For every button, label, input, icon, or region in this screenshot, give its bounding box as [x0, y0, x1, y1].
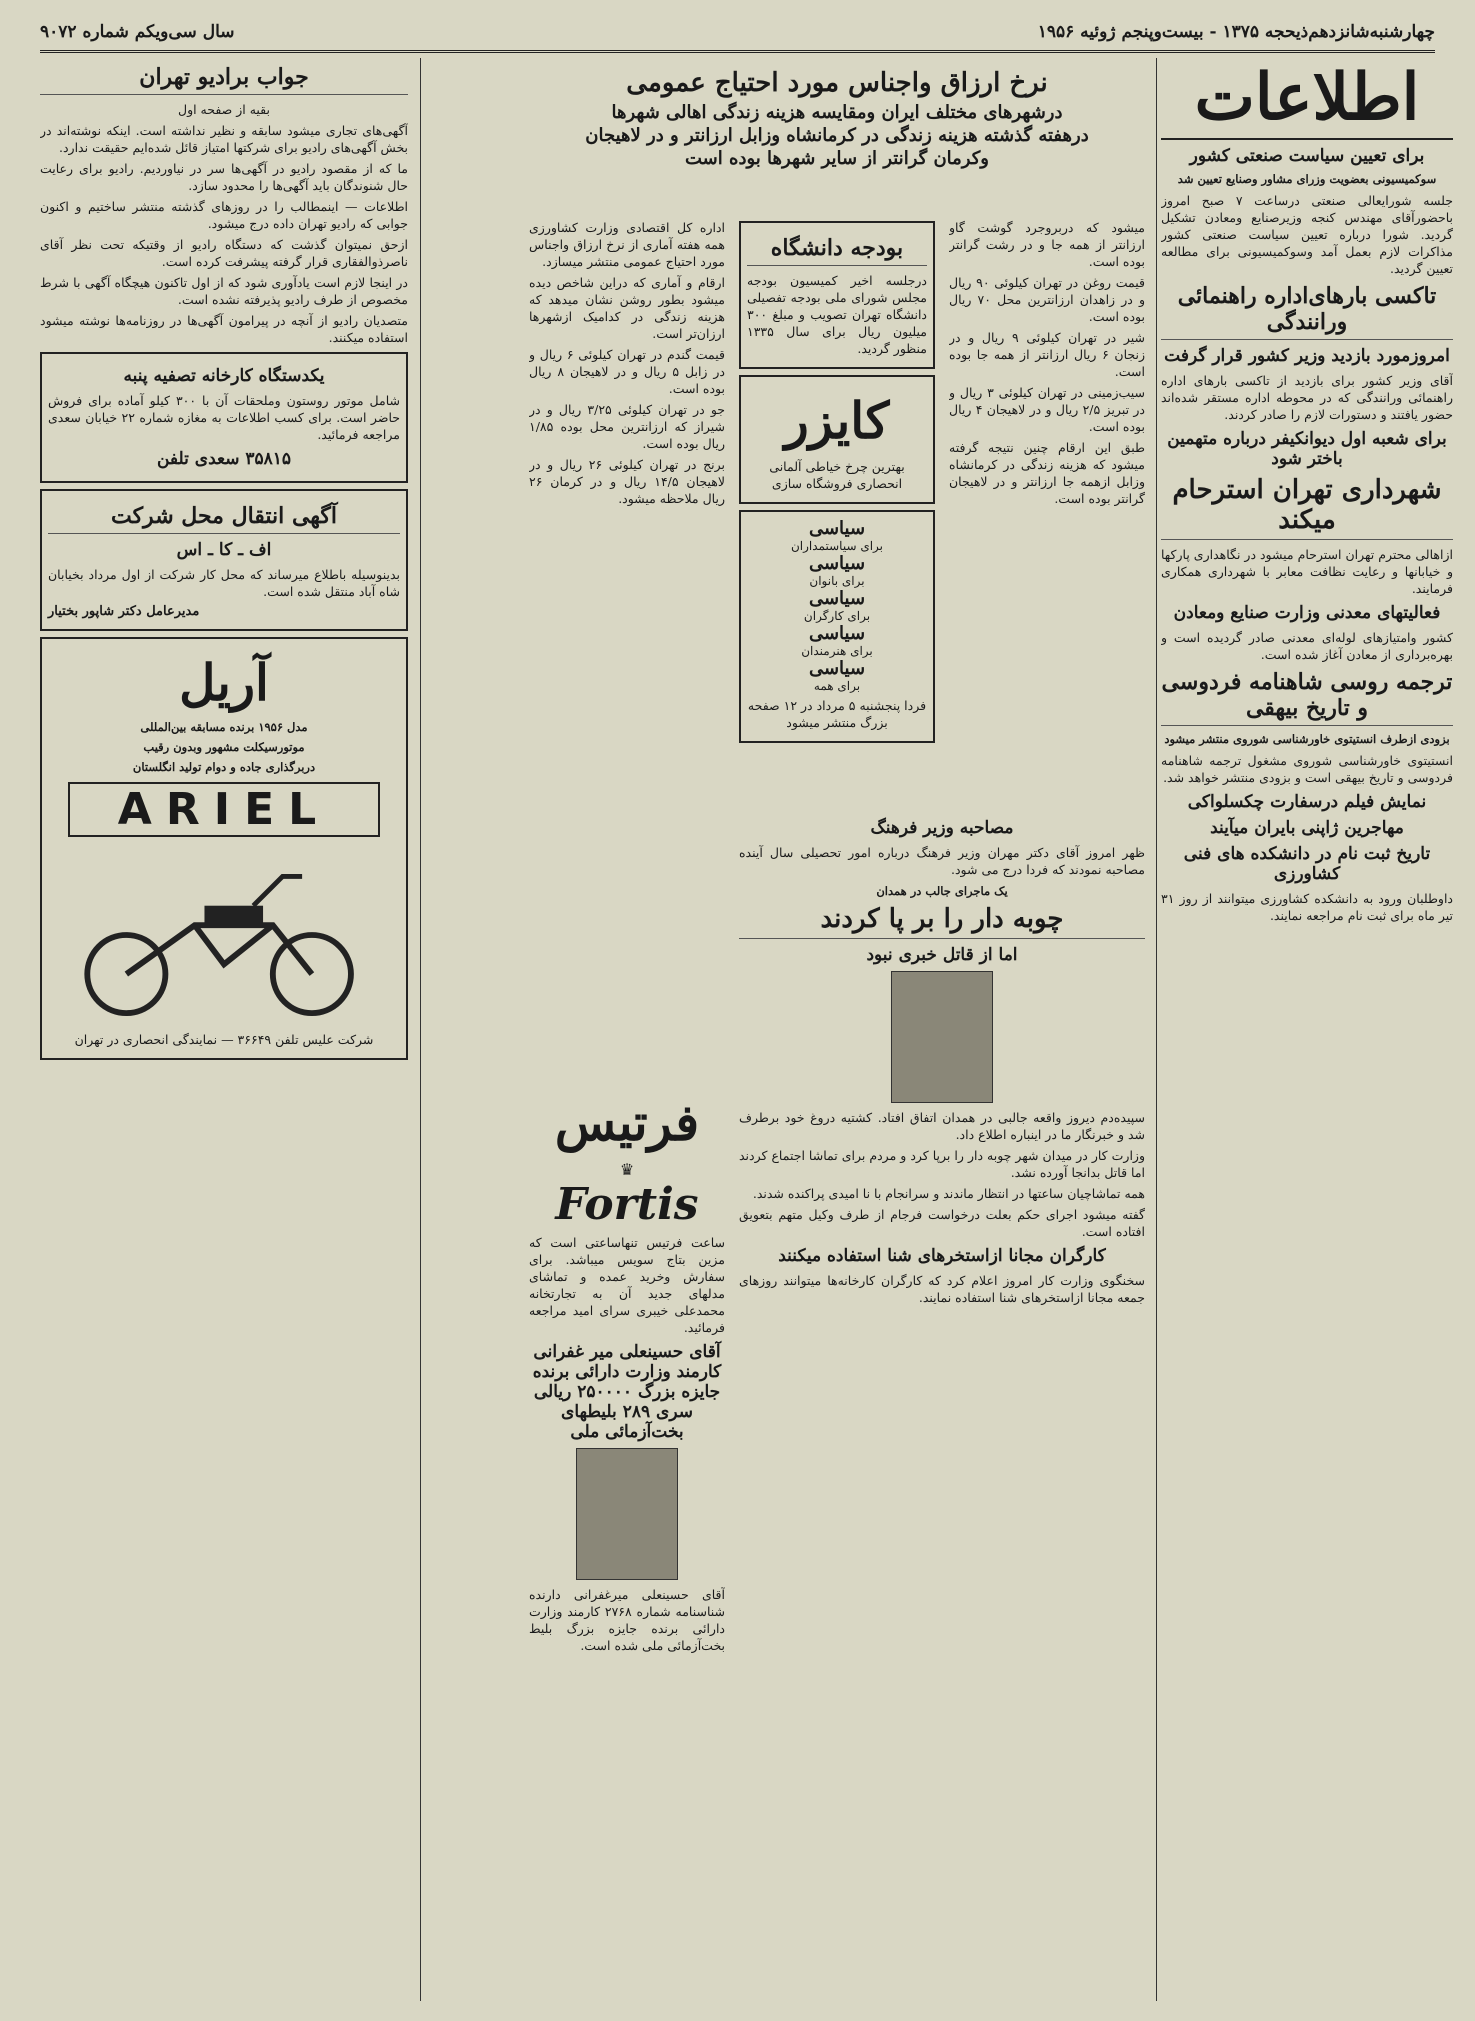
newspaper-logo: اطلاعات [1161, 58, 1453, 140]
kaizer-body: بهترین چرخ خیاطی آلمانی انحصاری فروشگاه سازی [769, 459, 905, 491]
prices-b-4: سیب‌زمینی در تهران کیلوئی ۳ ریال و در تبریز ۲/۵ ریال و در لاهیجان ۴ ریال بوده است. [949, 385, 1145, 434]
industry-body: جلسه شورایعالی صنعتی درساعت ۷ صبح امروز باحضورآقای مهندس کنجه وزیرصنایع ومعادن تشکیل گردید. شورا درباره تعیین سیاست صنعتی کشور مذاکرات لازم بعمل آمد وسوکمیسیونی برای مطالعه تعیین گردید. [1161, 193, 1453, 276]
relocation-body: بدینوسیله باطلاع میرساند که محل کار شرکت از اول مرداد بخیابان شاه آباد منتقل شده است. [48, 567, 400, 599]
prices-b-1: میشود که دربروجرد گوشت گاو ارزانتر از همه جا و در رشت گرانتر بوده است. [949, 220, 1145, 269]
ariel-footer: شرکت علیس تلفن ۳۶۶۴۹ — نمایندگی انحصاری در تهران [74, 1032, 374, 1047]
prices-title: نرخ ارزاق واجناس مورد احتیاج عمومی [626, 68, 1048, 98]
prices-body-1: اداره کل اقتصادی وزارت کشاورزی همه هفته آماری از نرخ ارزاق واجناس مورد احتیاج عمومی منتشر میسازد. [529, 220, 725, 269]
lottery-headline: آقای حسینعلی میر غفرانی کارمند وزارت دارائی برنده جایزه بزرگ ۲۵۰۰۰۰ ریالی سری ۲۸۹ بلیطهای بخت‌آزمائی ملی [532, 1342, 722, 1442]
budget-headline: بودجه دانشگاه [747, 235, 927, 266]
kaizer-title: کایزر [784, 391, 890, 450]
ferdowsi-subhead: بزودی ازطرف انستیتوی خاورشناسی شوروی منتشر میشود [1164, 732, 1450, 746]
agri-body: داوطلبان ورود به دانشکده کشاورزی میتوانند از روز ۳۱ تیر ماه برای ثبت نام مراجعه نمایند. [1161, 891, 1453, 923]
story-body-3: همه تماشاچیان ساعتها در انتظار ماندند و سرانجام با نا امیدی پراکنده شدند. [752, 1186, 1145, 1201]
siasi-line: برای همه [813, 679, 861, 693]
radio-body-4: ازحق نمیتوان گذشت که دستگاه رادیو از وقتیکه تحت نظر آقای ناصرذوالفقاری قرار گرفته پیشرفت کرده است. [40, 237, 408, 269]
column-budget [739, 215, 935, 805]
ariel-line2: دربرگذاری جاده و دوام تولید انگلستان [132, 760, 316, 774]
lottery-body: آقای حسینعلی میرغفرانی دارنده شناسنامه شماره ۲۷۶۸ کارمند وزارت دارائی برنده جایزه بزرگ بلیط بخت‌آزمائی ملی شده است. [529, 1587, 725, 1653]
prices-b-3: شیر در تهران کیلوئی ۹ ریال و در زنجان ۶ ریال ارزانتر از همه جا بوده است. [949, 330, 1145, 379]
siasi-line: سیاسی [808, 518, 866, 539]
relocation-headline: آگهی انتقال محل شرکت [48, 503, 400, 534]
motorcycle-icon [58, 845, 390, 1025]
story-kicker: یک ماجرای جالب در همدان [876, 884, 1008, 898]
prices-line4: وکرمان گرانتر از سایر شهرها بوده است [684, 148, 989, 169]
factory-phone: ۳۵۸۱۵ سعدی تلفن [156, 449, 292, 469]
industry-subhead: سوکمیسیونی بعضویت وزرای مشاور وصنایع تعیین شد [1177, 172, 1437, 186]
column-prices-b [949, 215, 1145, 805]
industry-headline: برای تعیین سیاست صنعتی کشور [1189, 146, 1425, 166]
story-body-2: وزارت کار در میدان شهر چوبه دار را برپا کرد و مردم برای تماشا اجتماع کردند اما قاتل بدانجا آورده نشد. [739, 1148, 1145, 1180]
crown-icon: ♛ [619, 1160, 635, 1179]
radio-body-2: ما که از مقصود رادیو در آگهی‌ها سر در نیاوردیم. رادیو برای رعایت حال شنوندگان باید آگهی‌ها را محدود سازد. [40, 161, 408, 193]
prices-b-2: قیمت روغن در تهران کیلوئی ۹۰ ریال و در زاهدان ارزانترین محل ۷۰ ریال بوده است. [949, 275, 1145, 324]
ariel-ad [40, 637, 408, 1060]
column-rule [1156, 58, 1157, 2001]
factory-headline: یکدستگاه کارخانه تصفیه پنبه [123, 366, 325, 386]
migrants-headline: مهاجرین ژاپنی بایران میآیند [1210, 818, 1404, 838]
story-photo [891, 971, 993, 1103]
agri-headline: تاریخ ثبت نام در دانشکده های فنی کشاورزی [1183, 844, 1431, 884]
lottery-photo [576, 1448, 678, 1580]
siasi-line: سیاسی [808, 658, 866, 679]
siasi-line: برای سیاستمداران [790, 539, 884, 553]
siasi-line: سیاسی [808, 623, 866, 644]
prices-line3: درهفته گذشته هزینه زندگی در کرمانشاه وزابل ارزانتر و در لاهیجان [585, 125, 1089, 146]
siasi-line: سیاسی [808, 553, 866, 574]
siasi-line: برای بانوان [809, 574, 865, 588]
kaizer-ad [739, 375, 935, 504]
siasi-line: برای کارگران [803, 609, 871, 623]
film-headline: نمایش فیلم درسفارت چکسلواکی [1187, 792, 1427, 812]
city-body: ازاهالی محترم تهران استرحام میشود در نگاهداری پارکها و خیابانها و رعایت نظافت معابر با شهرداری همکاری فرمایند. [1161, 547, 1453, 596]
masthead-strip [40, 14, 1435, 53]
prices-b-5: طبق این ارقام چنین نتیجه گرفته میشود که هزینه زندگی در کرمانشاه وزابل ازهمه جا ارزانتر و در لاهیجان گرانتر بوده است. [949, 440, 1145, 506]
radio-headline: جواب برادیو تهران [40, 64, 408, 95]
court-headline: برای شعبه اول دیوانکیفر درباره متهمین باختر شود [1167, 429, 1447, 469]
ariel-model: مدل ۱۹۵۶ برنده مسابقه بین‌المللی [140, 720, 308, 734]
mines-headline: فعالیتهای معدنی وزارت صنایع ومعادن [1173, 603, 1441, 623]
ariel-title: آریل [179, 653, 269, 712]
radio-body-1: آگهی‌های تجاری میشود سابقه و نظیر نداشته است. اینکه نوشته‌اند در بخش آگهی‌های رادیو برای شرکتها امتیاز قائل شده‌ایم حقیقت ندارد. [40, 123, 408, 155]
fortis-title: فرتیس [554, 1093, 700, 1152]
siasi-line: سیاسی [808, 588, 866, 609]
masthead-issue: سال سی‌ویکم شماره ۹۰۷۲ [40, 22, 235, 42]
motorcycle-illustration [58, 845, 390, 1025]
siasi-lines [747, 518, 927, 693]
siasi-ad [739, 510, 935, 743]
column-right [1161, 58, 1453, 2001]
radio-continued: بقیه از صفحه اول [177, 102, 270, 117]
prices-subtitle: درشهرهای مختلف ایران ومقایسه هزینه زندگی اهالی شهرها [611, 102, 1063, 123]
siasi-foot: فردا پنجشنبه ۵ مرداد در ۱۲ صفحه بزرگ منتشر میشود [747, 698, 927, 730]
column-ads [529, 1085, 725, 2001]
radio-body-3: اطلاعات — اینمطالب را در روزهای گذشته منتشر ساختیم و اکنون جوابی که رادیو تهران داده درج میشود. [40, 199, 408, 231]
factory-ad [40, 352, 408, 483]
siasi-line: برای هنرمندان [801, 644, 873, 658]
relocation-brand: اف ـ کا ـ اس [176, 540, 272, 560]
prices-banner [529, 64, 1145, 171]
interview-body: ظهر امروز آقای دکتر مهران وزیر فرهنگ درباره امور تحصیلی سال آینده مصاحبه نمودند که فردا درج می شود. [739, 845, 1145, 877]
interview-headline: مصاحبه وزیر فرهنگ [870, 818, 1014, 838]
fortis-body: ساعت فرتیس تنهاساعتی است که مزین بتاج سویس میباشد. برای سفارش وخرید عمده و تماشای مدلهای جدید آن به تجارتخانه محمدعلی خیبری سرای امید مراجعه فرمائید. [529, 1235, 725, 1335]
column-left [40, 58, 408, 2001]
prices-body-2: ارقام و آماری که دراین شاخص دیده میشود بطور روشن نشان میدهد که هزینه زندگی در کدامیک ازشهرها ارزان‌تر است. [529, 275, 725, 341]
taxi-body: آقای وزیر کشور برای بازدید از تاکسی بارهای اداره راهنمائی ورانندگی که در محوطه اداره مستقر شده‌اند حضور یافتند و دستورات لازم را صادر کردند. [1161, 373, 1453, 422]
ariel-line: موتورسیکلت مشهور وبدون رقیب [143, 740, 305, 754]
ferdowsi-body: انستیتوی خاورشناسی شوروی مشغول ترجمه شاهنامه فردوسی و تاریخ بیهقی است و بزودی منتشر خواهد شد. [1161, 753, 1453, 785]
masthead-date: چهارشنبه‌شانزدهم‌ذیحجه ۱۳۷۵ - بیست‌وپنجم ژوئیه ۱۹۵۶ [1037, 22, 1435, 42]
prices-body-5: برنج در تهران کیلوئی ۲۶ ریال و در لاهیجان ۱۴/۵ ریال و در کرمان ۲۶ ریال ملاحظه میشود. [529, 457, 725, 506]
radio-body-6: متصدیان رادیو از آنچه در پیرامون آگهی‌ها در روزنامه‌ها نوشته میشود استفاده میکنند. [40, 313, 408, 345]
fortis-logo: Fortis [555, 1179, 699, 1230]
workers-body: سخنگوی وزارت کار امروز اعلام کرد که کارگران کارخانه‌ها میتوانند روزهای جمعه مجانا ازاستخرهای شنا استفاده نمایند. [739, 1273, 1145, 1305]
city-headline: شهرداری تهران استرحام میکند [1161, 475, 1453, 540]
taxi-subhead: امروزمورد بازدید وزیر کشور قرار گرفت [1164, 346, 1450, 366]
budget-box [739, 221, 935, 369]
budget-body: درجلسه اخیر کمیسیون بودجه مجلس شورای ملی بودجه تفصیلی دانشگاه تهران تصویب و مبلغ ۳۰۰ میلیون ریال برای سال ۱۳۳۵ منظور گردید. [747, 273, 927, 356]
mines-body: کشور وامتیازهای لوله‌ای معدنی صادر گردیده است و بهره‌برداری از معادن آغاز شده است. [1161, 630, 1453, 662]
ferdowsi-headline: ترجمه روسی شاهنامه فردوسی و تاریخ بیهقی [1161, 669, 1453, 726]
radio-body-5: در اینجا لازم است یادآوری شود که از اول تاکنون هیچگاه آگهی با شرط مخصوص از طرف رادیو پذیرفته نشده است. [40, 275, 408, 307]
column-story [739, 812, 1145, 2001]
prices-body-3: قیمت گندم در تهران کیلوئی ۶ ریال و در زابل ۵ ریال و در لاهیجان ۸ ریال بوده است. [529, 347, 725, 396]
story-body-4: گفته میشود اجرای حکم بعلت درخواست فرجام از طرف وکیل متهم بتعویق افتاده است. [739, 1207, 1145, 1239]
relocation-signature: مدیرعامل دکتر شاپور بختیار [48, 604, 200, 619]
story-body-1: سپیده‌دم دیروز واقعه جالبی در همدان اتفاق افتاد. کشتیه دروغ خود برطرف شد و خبرنگار ما در اینباره اطلاع داد. [739, 1110, 1145, 1142]
column-rule-left [420, 58, 421, 2001]
taxi-headline: تاکسی بارهای‌اداره راهنمائی ورانندگی [1161, 283, 1453, 340]
workers-headline: کارگران مجانا ازاستخرهای شنا استفاده میکنند [778, 1246, 1106, 1266]
story-headline: چوبه دار را بر پا کردند [739, 904, 1145, 939]
story-subhead: اما از قاتل خبری نبود [866, 945, 1018, 965]
prices-body-4: جو در تهران کیلوئی ۳/۲۵ ریال و در شیراز که ارزانترین محل بوده ۱/۸۵ ریال بوده است. [529, 402, 725, 451]
relocation-ad [40, 489, 408, 631]
ariel-logo: ARIEL [68, 782, 380, 837]
factory-body: شامل موتور روستون وملحقات آن با ۳۰۰ کیلو آماده برای فروش حاضر است. برای کسب اطلاعات به مغازه شماره ۲۲ خیابان سعدی مراجعه فرمائید. [48, 393, 400, 442]
